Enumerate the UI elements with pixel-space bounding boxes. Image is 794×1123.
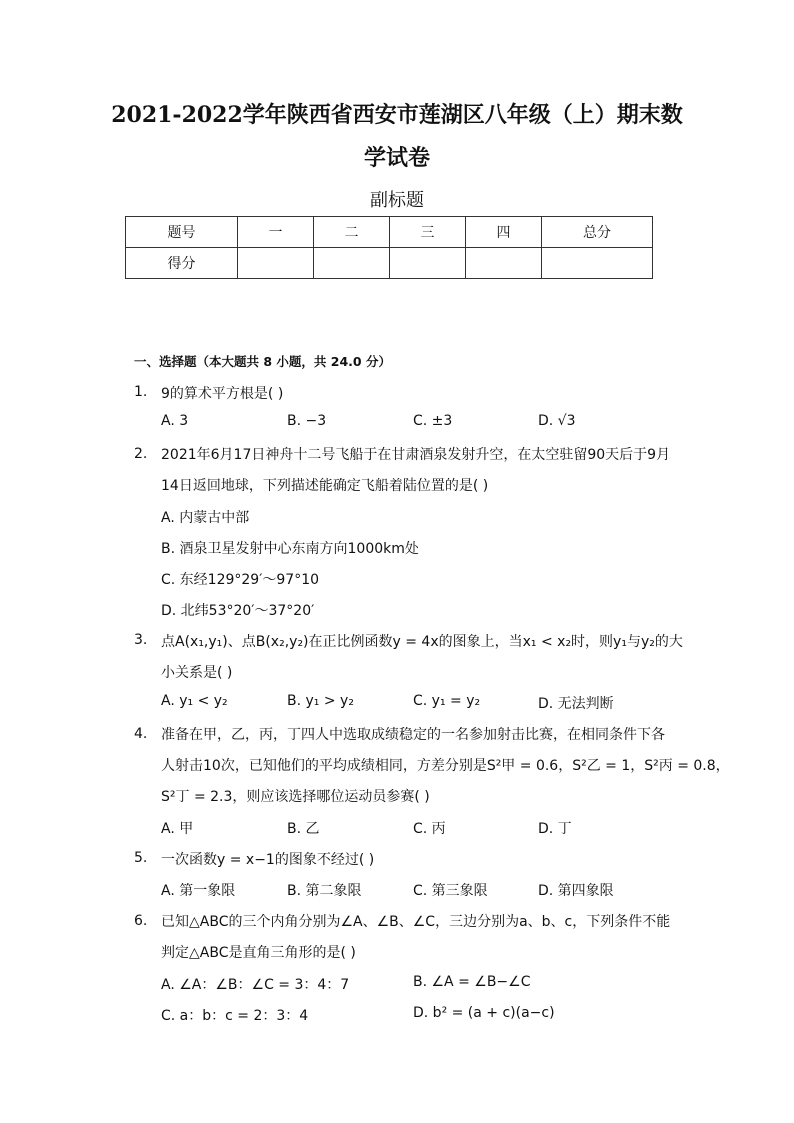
question-6-stem-line-2: 判定△ABC是直角三角形的是( ) bbox=[161, 945, 356, 961]
score-header-cell: 二 bbox=[314, 217, 390, 248]
question-3-stem-line-1: 点A(x₁,y₁)、点B(x₂,y₂)在正比例函数y = 4x的图象上，当x₁ < x₂时，则y₁与y₂的大 bbox=[161, 634, 683, 650]
score-header-cell: 四 bbox=[466, 217, 542, 248]
score-table-score-row bbox=[126, 248, 653, 279]
question-5-option-d: D. 第四象限 bbox=[538, 883, 614, 899]
score-header-cell: 三 bbox=[390, 217, 466, 248]
question-number: 2. bbox=[134, 446, 148, 462]
question-4-stem-line-1: 准备在甲，乙，丙，丁四人中选取成绩稳定的一名参加射击比赛，在相同条件下各 bbox=[161, 727, 665, 743]
question-3-option-b: B. y₁ > y₂ bbox=[287, 693, 354, 709]
question-5-option-b: B. 第二象限 bbox=[287, 883, 362, 899]
question-6-option-b: B. ∠A = ∠B−∠C bbox=[413, 974, 531, 990]
question-number: 4. bbox=[134, 726, 148, 742]
question-number: 3. bbox=[134, 632, 148, 648]
score-header-cell: 一 bbox=[238, 217, 314, 248]
question-number: 5. bbox=[134, 850, 148, 866]
question-1-stem: 9的算术平方根是( ) bbox=[161, 386, 284, 402]
question-1-option-a: A. 3 bbox=[161, 413, 189, 429]
score-header-cell: 题号 bbox=[126, 217, 238, 248]
score-table-header-row bbox=[126, 217, 653, 248]
page-title-line-1: 2021-2022学年陕西省西安市莲湖区八年级（上）期末数 bbox=[111, 102, 683, 128]
question-3-option-d: D. 无法判断 bbox=[538, 696, 614, 712]
score-input-cell bbox=[542, 248, 653, 279]
page-title-line-2: 学试卷 bbox=[363, 145, 430, 171]
score-row-label: 得分 bbox=[126, 248, 238, 279]
question-2-option-a: A. 内蒙古中部 bbox=[161, 510, 250, 526]
question-4-stem-line-2: 人射击10次，已知他们的平均成绩相同，方差分别是S²甲 = 0.6，S²乙 = 1，S²丙 = 0.8， bbox=[161, 758, 730, 774]
question-4-option-c: C. 丙 bbox=[413, 821, 446, 837]
section-heading-multiple-choice: 一、选择题（本大题共 8 小题，共 24.0 分） bbox=[134, 354, 391, 369]
question-number: 1. bbox=[134, 384, 148, 400]
question-1-option-b: B. −3 bbox=[287, 413, 327, 429]
question-number: 6. bbox=[134, 913, 148, 929]
question-1-option-c: C. ±3 bbox=[413, 413, 453, 429]
question-4-stem-line-3: S²丁 = 2.3，则应该选择哪位运动员参赛( ) bbox=[161, 789, 430, 805]
question-3-stem-line-2: 小关系是( ) bbox=[161, 665, 233, 681]
question-2-option-d: D. 北纬53°20′～37°20′ bbox=[161, 603, 315, 619]
question-1-option-d: D. √3 bbox=[538, 413, 576, 429]
question-2-stem-line-1: 2021年6月17日神舟十二号飞船于在甘肃酒泉发射升空，在太空驻留90天后于9月 bbox=[161, 447, 671, 463]
question-4-option-d: D. 丁 bbox=[538, 821, 572, 837]
question-5-option-c: C. 第三象限 bbox=[413, 883, 488, 899]
question-2-option-c: C. 东经129°29′～97°10 bbox=[161, 572, 320, 588]
question-6-option-a: A. ∠A：∠B：∠C = 3：4：7 bbox=[161, 977, 350, 993]
question-6-option-c: C. a：b：c = 2：3：4 bbox=[161, 1008, 309, 1024]
score-input-cell bbox=[314, 248, 390, 279]
question-3-option-c: C. y₁ = y₂ bbox=[413, 693, 481, 709]
question-3-option-a: A. y₁ < y₂ bbox=[161, 693, 228, 709]
question-5-option-a: A. 第一象限 bbox=[161, 883, 236, 899]
score-header-cell: 总分 bbox=[542, 217, 653, 248]
score-input-cell bbox=[238, 248, 314, 279]
score-input-cell bbox=[390, 248, 466, 279]
score-input-cell bbox=[466, 248, 542, 279]
question-4-option-a: A. 甲 bbox=[161, 821, 194, 837]
question-5-stem: 一次函数y = x−1的图象不经过( ) bbox=[161, 852, 375, 868]
score-table bbox=[125, 216, 653, 279]
question-6-stem-line-1: 已知△ABC的三个内角分别为∠A、∠B、∠C，三边分别为a、b、c，下列条件不能 bbox=[161, 914, 671, 930]
question-4-option-b: B. 乙 bbox=[287, 821, 320, 837]
question-6-option-d: D. b² = (a + c)(a−c) bbox=[413, 1005, 555, 1021]
question-2-option-b: B. 酒泉卫星发射中心东南方向1000km处 bbox=[161, 541, 419, 557]
page-subtitle: 副标题 bbox=[370, 190, 424, 211]
question-2-stem-line-2: 14日返回地球，下列描述能确定飞船着陆位置的是( ) bbox=[161, 478, 489, 494]
